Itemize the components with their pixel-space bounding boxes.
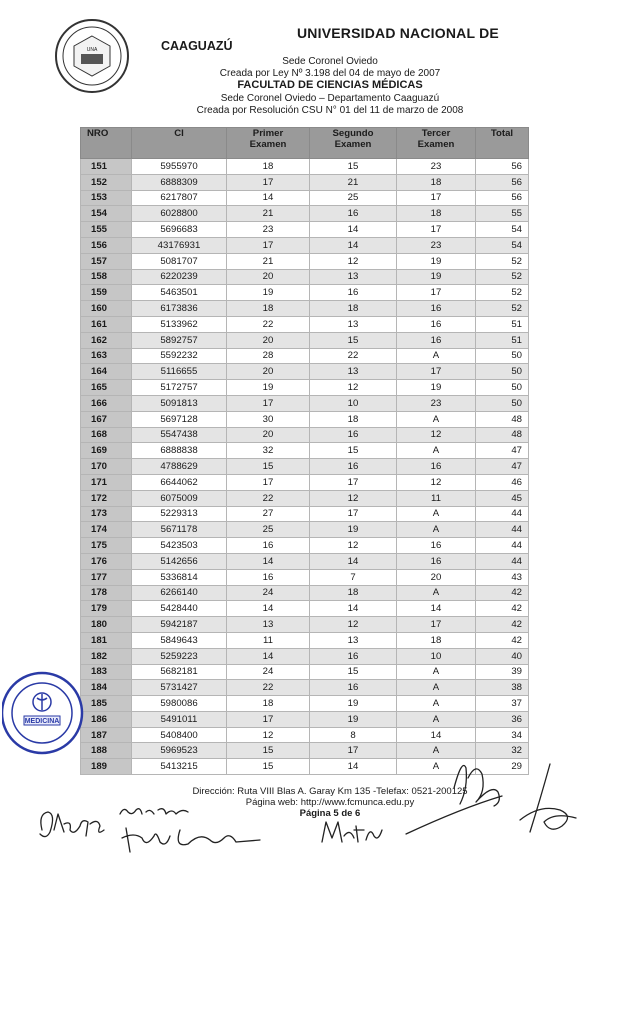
cell-ci: 5682181 xyxy=(132,664,227,680)
cell-primer-examen: 20 xyxy=(227,427,310,443)
cell-nro: 162 xyxy=(81,332,132,348)
table-row xyxy=(81,206,529,222)
cell-ci: 5697128 xyxy=(132,411,227,427)
cell-segundo-examen: 13 xyxy=(310,632,397,648)
signature-4 xyxy=(402,748,522,838)
cell-tercer-examen: A xyxy=(397,664,476,680)
cell-total: 51 xyxy=(476,332,529,348)
cell-total: 43 xyxy=(476,569,529,585)
cell-tercer-examen: A xyxy=(397,348,476,364)
table-row xyxy=(81,617,529,633)
cell-total: 44 xyxy=(476,538,529,554)
cell-primer-examen: 14 xyxy=(227,190,310,206)
cell-nro: 154 xyxy=(81,206,132,222)
cell-tercer-examen: A xyxy=(397,711,476,727)
cell-segundo-examen: 18 xyxy=(310,411,397,427)
cell-segundo-examen: 14 xyxy=(310,237,397,253)
cell-segundo-examen: 19 xyxy=(310,696,397,712)
cell-primer-examen: 19 xyxy=(227,285,310,301)
grades-table xyxy=(80,127,529,775)
table-row xyxy=(81,664,529,680)
cell-tercer-examen: 18 xyxy=(397,632,476,648)
cell-segundo-examen: 7 xyxy=(310,569,397,585)
cell-tercer-examen: 18 xyxy=(397,206,476,222)
cell-tercer-examen: 16 xyxy=(397,316,476,332)
cell-nro: 167 xyxy=(81,411,132,427)
cell-primer-examen: 14 xyxy=(227,648,310,664)
cell-primer-examen: 17 xyxy=(227,474,310,490)
cell-primer-examen: 13 xyxy=(227,617,310,633)
cell-segundo-examen: 22 xyxy=(310,348,397,364)
cell-tercer-examen: 14 xyxy=(397,727,476,743)
table-row xyxy=(81,569,529,585)
ley-line: Creada por Ley Nº 3.198 del 04 de mayo de 2007 xyxy=(219,68,441,79)
cell-segundo-examen: 21 xyxy=(310,174,397,190)
cell-total: 44 xyxy=(476,522,529,538)
cell-tercer-examen: A xyxy=(397,506,476,522)
cell-total: 55 xyxy=(476,206,529,222)
cell-segundo-examen: 18 xyxy=(310,301,397,317)
cell-primer-examen: 22 xyxy=(227,490,310,506)
cell-ci: 5413215 xyxy=(132,759,227,775)
sede-line: Sede Coronel Oviedo xyxy=(282,56,378,67)
table-row xyxy=(81,253,529,269)
cell-total: 45 xyxy=(476,490,529,506)
cell-total: 52 xyxy=(476,301,529,317)
cell-nro: 152 xyxy=(81,174,132,190)
cell-nro: 187 xyxy=(81,727,132,743)
table-row xyxy=(81,301,529,317)
cell-total: 50 xyxy=(476,395,529,411)
cell-nro: 189 xyxy=(81,759,132,775)
cell-ci: 5980086 xyxy=(132,696,227,712)
cell-segundo-examen: 16 xyxy=(310,459,397,475)
table-row xyxy=(81,727,529,743)
col-header-primer: Primer Examen xyxy=(227,128,310,159)
cell-tercer-examen: 10 xyxy=(397,648,476,664)
cell-primer-examen: 16 xyxy=(227,569,310,585)
cell-nro: 185 xyxy=(81,696,132,712)
cell-total: 34 xyxy=(476,727,529,743)
cell-total: 44 xyxy=(476,553,529,569)
cell-total: 36 xyxy=(476,711,529,727)
cell-nro: 160 xyxy=(81,301,132,317)
table-body xyxy=(81,159,529,775)
cell-nro: 151 xyxy=(81,159,132,175)
table-row xyxy=(81,648,529,664)
table-row xyxy=(81,190,529,206)
cell-total: 50 xyxy=(476,348,529,364)
table-row xyxy=(81,553,529,569)
cell-nro: 155 xyxy=(81,222,132,238)
faculty-sede-line: Sede Coronel Oviedo – Departamento Caaguazú xyxy=(220,93,440,104)
table-row xyxy=(81,159,529,175)
cell-tercer-examen: 23 xyxy=(397,159,476,175)
cell-tercer-examen: A xyxy=(397,443,476,459)
cell-total: 51 xyxy=(476,316,529,332)
cell-primer-examen: 15 xyxy=(227,459,310,475)
cell-segundo-examen: 15 xyxy=(310,159,397,175)
cell-tercer-examen: 17 xyxy=(397,190,476,206)
cell-total: 42 xyxy=(476,601,529,617)
svg-text:UNA: UNA xyxy=(86,47,98,53)
cell-nro: 170 xyxy=(81,459,132,475)
cell-ci: 6220239 xyxy=(132,269,227,285)
cell-ci: 5671178 xyxy=(132,522,227,538)
cell-primer-examen: 18 xyxy=(227,159,310,175)
signature-1 xyxy=(34,800,114,852)
cell-nro: 171 xyxy=(81,474,132,490)
col-header-ci: CI xyxy=(132,128,227,159)
cell-segundo-examen: 16 xyxy=(310,206,397,222)
cell-nro: 158 xyxy=(81,269,132,285)
cell-primer-examen: 14 xyxy=(227,601,310,617)
cell-total: 46 xyxy=(476,474,529,490)
table-header-row xyxy=(81,128,529,159)
cell-segundo-examen: 12 xyxy=(310,490,397,506)
cell-segundo-examen: 16 xyxy=(310,648,397,664)
cell-primer-examen: 27 xyxy=(227,506,310,522)
cell-segundo-examen: 10 xyxy=(310,395,397,411)
cell-tercer-examen: 16 xyxy=(397,538,476,554)
svg-text:MEDICINA: MEDICINA xyxy=(24,718,60,725)
cell-nro: 177 xyxy=(81,569,132,585)
cell-primer-examen: 20 xyxy=(227,332,310,348)
cell-tercer-examen: A xyxy=(397,743,476,759)
cell-primer-examen: 17 xyxy=(227,174,310,190)
table-row xyxy=(81,506,529,522)
cell-segundo-examen: 12 xyxy=(310,253,397,269)
cell-primer-examen: 25 xyxy=(227,522,310,538)
cell-segundo-examen: 12 xyxy=(310,380,397,396)
cell-primer-examen: 32 xyxy=(227,443,310,459)
cell-primer-examen: 22 xyxy=(227,680,310,696)
cell-ci: 5133962 xyxy=(132,316,227,332)
cell-ci: 5969523 xyxy=(132,743,227,759)
cell-primer-examen: 18 xyxy=(227,696,310,712)
cell-segundo-examen: 14 xyxy=(310,222,397,238)
cell-tercer-examen: 19 xyxy=(397,253,476,269)
cell-segundo-examen: 16 xyxy=(310,285,397,301)
cell-primer-examen: 22 xyxy=(227,316,310,332)
cell-total: 52 xyxy=(476,269,529,285)
cell-total: 52 xyxy=(476,285,529,301)
cell-segundo-examen: 8 xyxy=(310,727,397,743)
cell-nro: 166 xyxy=(81,395,132,411)
resolucion-line: Creada por Resolución CSU N° 01 del 11 de marzo de 2008 xyxy=(196,105,464,116)
table-row xyxy=(81,411,529,427)
cell-nro: 157 xyxy=(81,253,132,269)
signature-3 xyxy=(318,812,388,852)
cell-tercer-examen: 16 xyxy=(397,459,476,475)
cell-nro: 173 xyxy=(81,506,132,522)
table-row xyxy=(81,222,529,238)
cell-nro: 168 xyxy=(81,427,132,443)
col-header-segundo: Segundo Examen xyxy=(310,128,397,159)
table-row xyxy=(81,269,529,285)
cell-primer-examen: 24 xyxy=(227,664,310,680)
table-row xyxy=(81,364,529,380)
cell-tercer-examen: 18 xyxy=(397,174,476,190)
cell-tercer-examen: 12 xyxy=(397,427,476,443)
footer-address: Dirección: Ruta VIII Blas A. Garay Km 135 -Telefax: 0521-200125 xyxy=(192,786,468,797)
cell-segundo-examen: 13 xyxy=(310,316,397,332)
cell-primer-examen: 18 xyxy=(227,301,310,317)
cell-primer-examen: 14 xyxy=(227,553,310,569)
cell-primer-examen: 20 xyxy=(227,364,310,380)
cell-tercer-examen: 17 xyxy=(397,364,476,380)
cell-primer-examen: 16 xyxy=(227,538,310,554)
cell-nro: 181 xyxy=(81,632,132,648)
cell-ci: 5081707 xyxy=(132,253,227,269)
cell-tercer-examen: 16 xyxy=(397,301,476,317)
cell-tercer-examen: 17 xyxy=(397,617,476,633)
cell-total: 44 xyxy=(476,506,529,522)
cell-tercer-examen: 17 xyxy=(397,222,476,238)
table-row xyxy=(81,632,529,648)
cell-ci: 6075009 xyxy=(132,490,227,506)
cell-ci: 6888309 xyxy=(132,174,227,190)
cell-total: 50 xyxy=(476,364,529,380)
cell-ci: 5892757 xyxy=(132,332,227,348)
cell-total: 40 xyxy=(476,648,529,664)
cell-tercer-examen: 16 xyxy=(397,332,476,348)
cell-total: 42 xyxy=(476,632,529,648)
cell-ci: 5731427 xyxy=(132,680,227,696)
cell-total: 42 xyxy=(476,585,529,601)
cell-ci: 5849643 xyxy=(132,632,227,648)
cell-primer-examen: 15 xyxy=(227,759,310,775)
cell-tercer-examen: 23 xyxy=(397,237,476,253)
cell-nro: 174 xyxy=(81,522,132,538)
cell-nro: 184 xyxy=(81,680,132,696)
cell-nro: 156 xyxy=(81,237,132,253)
cell-tercer-examen: A xyxy=(397,585,476,601)
col-header-total: Total xyxy=(476,128,529,159)
university-name-line1: UNIVERSIDAD NACIONAL DE xyxy=(297,25,499,41)
cell-tercer-examen: 12 xyxy=(397,474,476,490)
cell-tercer-examen: 20 xyxy=(397,569,476,585)
cell-segundo-examen: 19 xyxy=(310,711,397,727)
table-row xyxy=(81,601,529,617)
cell-segundo-examen: 25 xyxy=(310,190,397,206)
cell-primer-examen: 19 xyxy=(227,380,310,396)
signature-2 xyxy=(120,818,270,858)
table-row xyxy=(81,427,529,443)
cell-tercer-examen: A xyxy=(397,759,476,775)
cell-ci: 5423503 xyxy=(132,538,227,554)
cell-segundo-examen: 14 xyxy=(310,553,397,569)
cell-primer-examen: 17 xyxy=(227,711,310,727)
cell-tercer-examen: A xyxy=(397,680,476,696)
cell-ci: 5229313 xyxy=(132,506,227,522)
cell-ci: 5463501 xyxy=(132,285,227,301)
cell-primer-examen: 20 xyxy=(227,269,310,285)
cell-ci: 6644062 xyxy=(132,474,227,490)
cell-ci: 5091813 xyxy=(132,395,227,411)
cell-ci: 6888838 xyxy=(132,443,227,459)
cell-ci: 5116655 xyxy=(132,364,227,380)
cell-tercer-examen: 16 xyxy=(397,553,476,569)
cell-segundo-examen: 14 xyxy=(310,759,397,775)
cell-ci: 5955970 xyxy=(132,159,227,175)
cell-nro: 169 xyxy=(81,443,132,459)
faculty-seal-stamp xyxy=(2,656,92,774)
cell-ci: 6028800 xyxy=(132,206,227,222)
cell-primer-examen: 24 xyxy=(227,585,310,601)
cell-nro: 164 xyxy=(81,364,132,380)
cell-total: 48 xyxy=(476,427,529,443)
cell-total: 54 xyxy=(476,222,529,238)
cell-primer-examen: 11 xyxy=(227,632,310,648)
cell-primer-examen: 15 xyxy=(227,743,310,759)
table-row xyxy=(81,680,529,696)
cell-ci: 5592232 xyxy=(132,348,227,364)
cell-nro: 180 xyxy=(81,617,132,633)
table-row xyxy=(81,237,529,253)
cell-segundo-examen: 17 xyxy=(310,743,397,759)
cell-segundo-examen: 15 xyxy=(310,443,397,459)
cell-segundo-examen: 18 xyxy=(310,585,397,601)
cell-ci: 5259223 xyxy=(132,648,227,664)
cell-segundo-examen: 15 xyxy=(310,332,397,348)
cell-segundo-examen: 16 xyxy=(310,427,397,443)
cell-primer-examen: 30 xyxy=(227,411,310,427)
cell-nro: 183 xyxy=(81,664,132,680)
cell-tercer-examen: A xyxy=(397,696,476,712)
cell-segundo-examen: 17 xyxy=(310,506,397,522)
cell-ci: 6217807 xyxy=(132,190,227,206)
table-row xyxy=(81,711,529,727)
cell-total: 29 xyxy=(476,759,529,775)
cell-total: 54 xyxy=(476,237,529,253)
cell-ci: 43176931 xyxy=(132,237,227,253)
cell-total: 56 xyxy=(476,174,529,190)
table-row xyxy=(81,490,529,506)
cell-nro: 188 xyxy=(81,743,132,759)
table-row xyxy=(81,332,529,348)
cell-ci: 5428440 xyxy=(132,601,227,617)
cell-ci: 6266140 xyxy=(132,585,227,601)
table-row xyxy=(81,459,529,475)
cell-nro: 175 xyxy=(81,538,132,554)
cell-total: 50 xyxy=(476,380,529,396)
cell-nro: 176 xyxy=(81,553,132,569)
cell-tercer-examen: 19 xyxy=(397,380,476,396)
cell-nro: 161 xyxy=(81,316,132,332)
cell-ci: 5491011 xyxy=(132,711,227,727)
cell-tercer-examen: 17 xyxy=(397,285,476,301)
table-row xyxy=(81,395,529,411)
cell-nro: 153 xyxy=(81,190,132,206)
page-number: Página 5 de 6 xyxy=(299,808,361,819)
cell-ci: 5408400 xyxy=(132,727,227,743)
cell-primer-examen: 23 xyxy=(227,222,310,238)
col-header-tercer: Tercer Examen xyxy=(397,128,476,159)
cell-segundo-examen: 17 xyxy=(310,474,397,490)
cell-total: 47 xyxy=(476,443,529,459)
cell-nro: 178 xyxy=(81,585,132,601)
cell-tercer-examen: A xyxy=(397,411,476,427)
cell-total: 32 xyxy=(476,743,529,759)
faculty-name: FACULTAD DE CIENCIAS MÉDICAS xyxy=(237,79,423,91)
table-row xyxy=(81,316,529,332)
cell-tercer-examen: 14 xyxy=(397,601,476,617)
table-row xyxy=(81,585,529,601)
cell-ci: 5336814 xyxy=(132,569,227,585)
cell-total: 42 xyxy=(476,617,529,633)
cell-primer-examen: 17 xyxy=(227,395,310,411)
cell-nro: 165 xyxy=(81,380,132,396)
cell-total: 37 xyxy=(476,696,529,712)
cell-total: 47 xyxy=(476,459,529,475)
table-row xyxy=(81,522,529,538)
cell-primer-examen: 28 xyxy=(227,348,310,364)
cell-ci: 4788629 xyxy=(132,459,227,475)
table-row xyxy=(81,285,529,301)
cell-nro: 172 xyxy=(81,490,132,506)
cell-tercer-examen: 23 xyxy=(397,395,476,411)
cell-tercer-examen: 11 xyxy=(397,490,476,506)
cell-ci: 5172757 xyxy=(132,380,227,396)
signature-5 xyxy=(510,760,590,840)
cell-nro: 186 xyxy=(81,711,132,727)
cell-total: 48 xyxy=(476,411,529,427)
cell-nro: 182 xyxy=(81,648,132,664)
cell-ci: 5696683 xyxy=(132,222,227,238)
cell-nro: 159 xyxy=(81,285,132,301)
cell-total: 56 xyxy=(476,159,529,175)
cell-ci: 5547438 xyxy=(132,427,227,443)
cell-segundo-examen: 14 xyxy=(310,601,397,617)
cell-segundo-examen: 12 xyxy=(310,538,397,554)
cell-segundo-examen: 12 xyxy=(310,617,397,633)
cell-primer-examen: 17 xyxy=(227,237,310,253)
cell-nro: 179 xyxy=(81,601,132,617)
cell-segundo-examen: 13 xyxy=(310,269,397,285)
table-row xyxy=(81,174,529,190)
university-seal-logo xyxy=(54,18,130,94)
table-row xyxy=(81,380,529,396)
cell-segundo-examen: 16 xyxy=(310,680,397,696)
cell-segundo-examen: 15 xyxy=(310,664,397,680)
table-row xyxy=(81,443,529,459)
col-header-nro: NRO xyxy=(81,128,132,159)
cell-primer-examen: 21 xyxy=(227,253,310,269)
cell-total: 52 xyxy=(476,253,529,269)
cell-total: 38 xyxy=(476,680,529,696)
cell-nro: 163 xyxy=(81,348,132,364)
cell-primer-examen: 21 xyxy=(227,206,310,222)
footer-website: Página web: http://www.fcmunca.edu.py xyxy=(245,797,415,808)
cell-ci: 6173836 xyxy=(132,301,227,317)
cell-ci: 5942187 xyxy=(132,617,227,633)
cell-segundo-examen: 13 xyxy=(310,364,397,380)
cell-primer-examen: 12 xyxy=(227,727,310,743)
cell-ci: 5142656 xyxy=(132,553,227,569)
table-row xyxy=(81,474,529,490)
table-row xyxy=(81,538,529,554)
cell-tercer-examen: A xyxy=(397,522,476,538)
cell-tercer-examen: 19 xyxy=(397,269,476,285)
cell-total: 56 xyxy=(476,190,529,206)
cell-segundo-examen: 19 xyxy=(310,522,397,538)
cell-total: 39 xyxy=(476,664,529,680)
table-row xyxy=(81,696,529,712)
table-row xyxy=(81,348,529,364)
university-name-line2: CAAGUAZÚ xyxy=(161,39,233,53)
